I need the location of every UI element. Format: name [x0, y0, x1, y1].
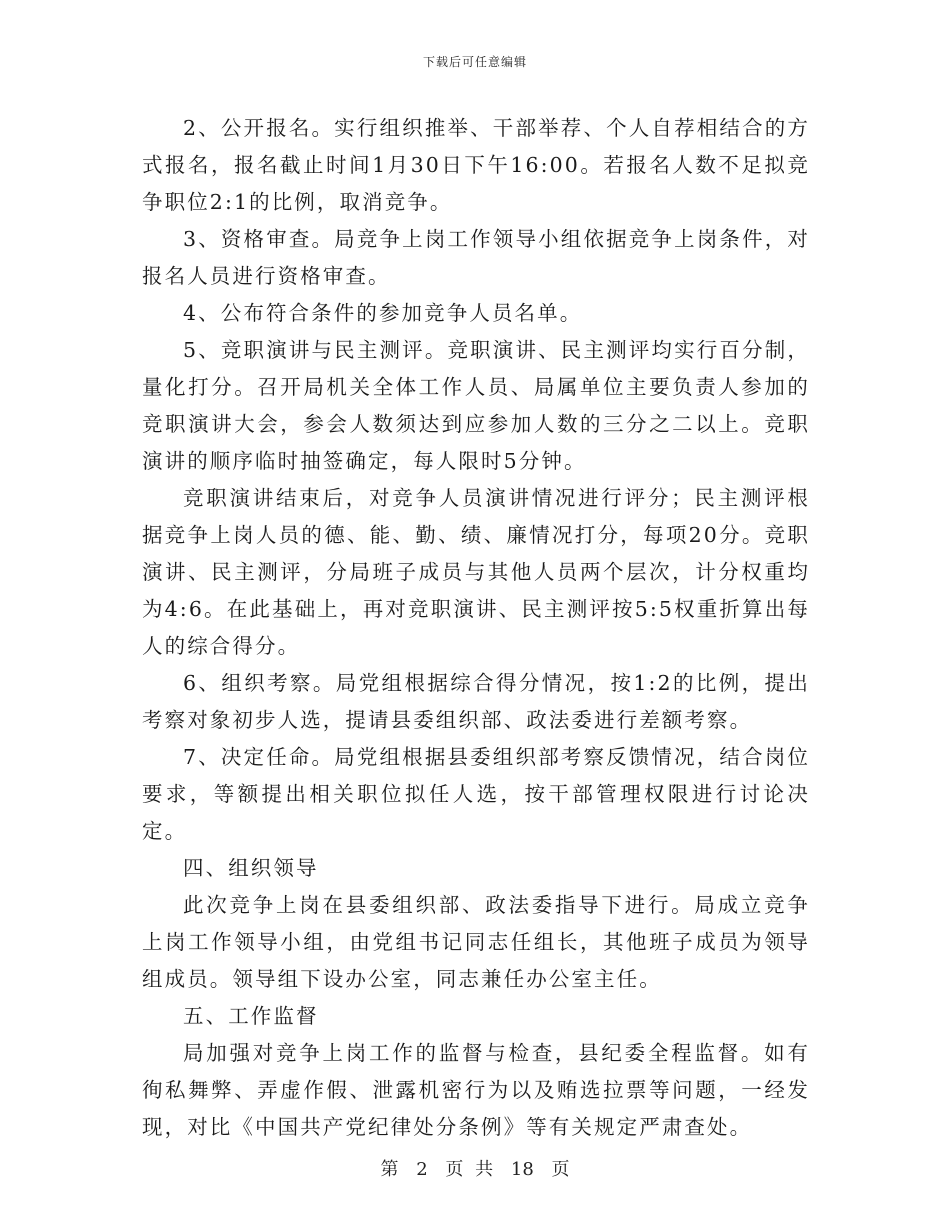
paragraph-qualification-review: 3、资格审查。局竞争上岗工作领导小组依据竞争上岗条件，对报名人员进行资格审查。 [142, 227, 810, 288]
section-heading-supervision: 五、工作监督 [183, 1004, 319, 1028]
paragraph-supervision: 局加强对竞争上岗工作的监督与检查，县纪委全程监督。如有徇私舞弊、弄虚作假、泄露机密行为以及贿选拉票等问题，一经发现，对比《中国共产党纪律处分条例》等有关规定严肃查处。 [142, 1041, 810, 1139]
paragraph-scoring: 竞职演讲结束后，对竞争人员演讲情况进行评分；民主测评根据竞争上岗人员的德、能、勤、绩、廉情况打分，每项20分。竞职演讲、民主测评，分局班子成员与其他人员两个层次，计分权重均为4:6。在此基础上，再对竞职演讲、民主测评按5:5权重折算出每人的综合得分。 [142, 486, 810, 658]
footer-total-pages: 18 [510, 1159, 534, 1180]
page-footer [0, 1155, 950, 1181]
header-note: 下载后可任意编辑 [422, 55, 527, 69]
paragraph-appointment: 7、决定任命。局党组根据县委组织部考察反馈情况，结合岗位要求，等额提出相关职位拟任人选，按干部管理权限进行讨论决定。 [142, 745, 810, 843]
section-heading-leadership: 四、组织领导 [183, 856, 319, 880]
footer-prefix: 第 [380, 1159, 399, 1180]
footer-middle: 页 共 [445, 1159, 494, 1180]
footer-suffix: 页 [551, 1159, 570, 1180]
document-body [142, 110, 810, 1146]
paragraph-registration: 2、公开报名。实行组织推举、干部举荐、个人自荐相结合的方式报名，报名截止时间1月30日下午16:00。若报名人数不足拟竞争职位2:1的比例，取消竞争。 [142, 116, 810, 214]
paragraph-publish-list: 4、公布符合条件的参加竞争人员名单。 [183, 301, 583, 325]
footer-page-number: 2 [416, 1159, 428, 1180]
paragraph-inspection: 6、组织考察。局党组根据综合得分情况，按1:2的比例，提出考察对象初步人选，提请县委组织部、政法委进行差额考察。 [142, 671, 810, 732]
paragraph-speech-evaluation: 5、竞职演讲与民主测评。竞职演讲、民主测评均实行百分制，量化打分。召开局机关全体工作人员、局属单位主要负责人参加的竞职演讲大会，参会人数须达到应参加人数的三分之二以上。竞职演讲的顺序临时抽签确定，每人限时5分钟。 [142, 338, 810, 473]
paragraph-leadership: 此次竞争上岗在县委组织部、政法委指导下进行。局成立竞争上岗工作领导小组，由党组书记同志任组长，其他班子成员为领导组成员。领导组下设办公室，同志兼任办公室主任。 [142, 893, 810, 991]
